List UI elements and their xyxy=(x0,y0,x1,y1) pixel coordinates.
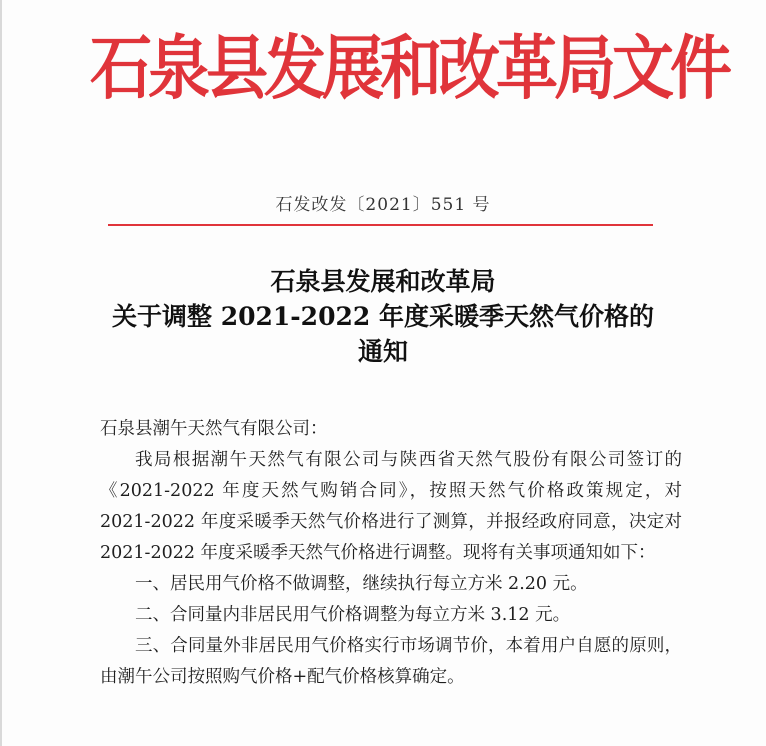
document-title xyxy=(0,264,766,369)
document-masthead: 石泉县发展和改革局文件 xyxy=(90,26,729,109)
red-divider-line xyxy=(108,224,653,226)
list-item-3: 三、合同量外非居民用气价格实行市场调节价，本着用户自愿的原则，由潮午公司按照购气价格+配气价格核算确定。 xyxy=(100,636,682,687)
body-paragraph-1: 我局根据潮午天然气有限公司与陕西省天然气股份有限公司签订的《2021-2022 年度天然气购销合同》，按照天然气价格政策规定，对 2021-2022 年度采暖季天然气价格进行了测算，并报经政府同意，决定对 2021-2022 年度采暖季天然气价格进行调整。现将有关事项通知如下： xyxy=(100,450,682,563)
document-body xyxy=(100,414,682,693)
document-number: 石发改发〔2021〕551 号 xyxy=(275,195,491,215)
title-line-3: 通知 xyxy=(357,337,408,366)
page-edge xyxy=(0,0,2,746)
title-line-2: 关于调整 2021-2022 年度采暖季天然气价格的 xyxy=(112,302,654,331)
list-item-1: 一、居民用气价格不做调整，继续执行每立方米 2.20 元。 xyxy=(135,574,588,594)
addressee: 石泉县潮午天然气有限公司： xyxy=(100,419,328,439)
list-item-2: 二、合同量内非居民用气价格调整为每立方米 3.12 元。 xyxy=(135,605,571,625)
title-line-1: 石泉县发展和改革局 xyxy=(270,267,496,296)
